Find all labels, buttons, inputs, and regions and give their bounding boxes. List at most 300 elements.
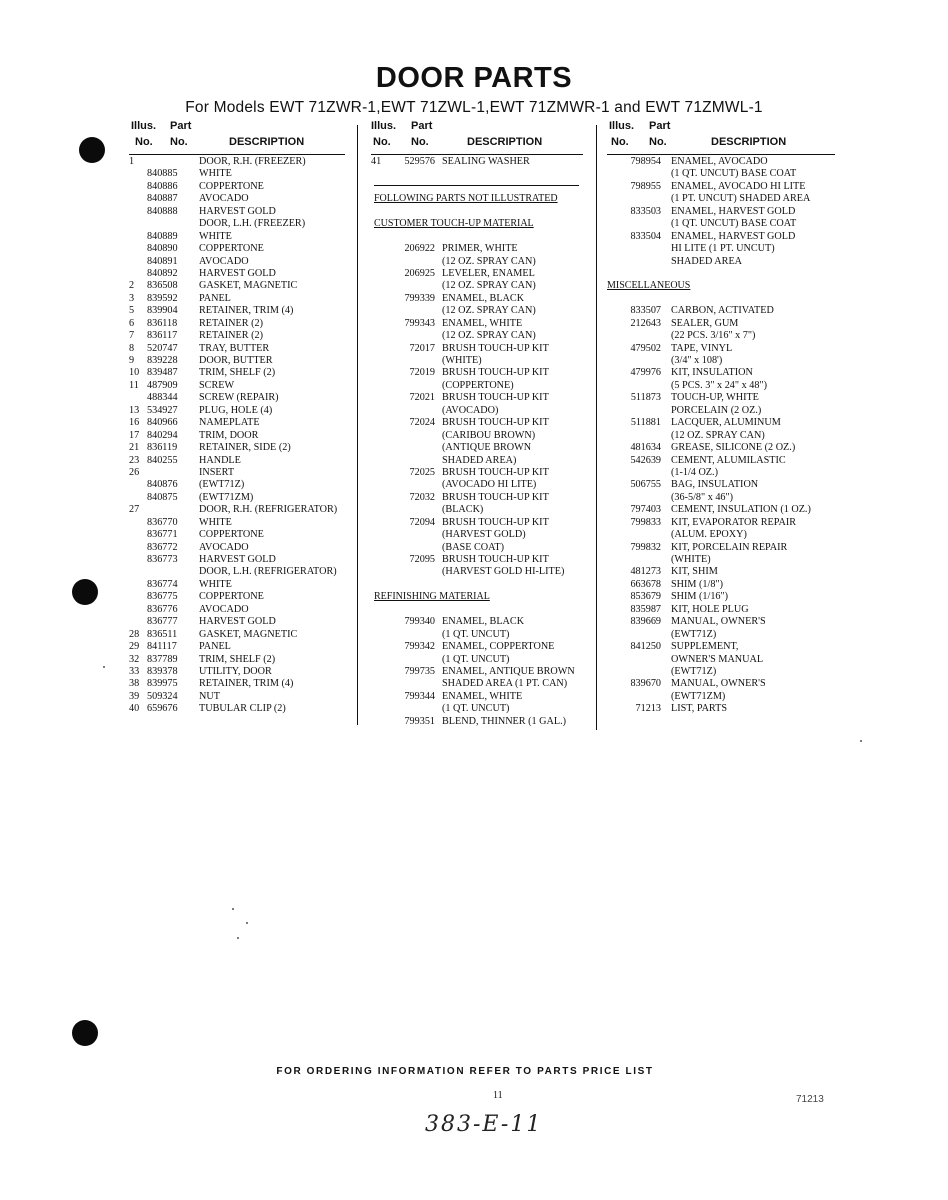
list-item	[607, 654, 842, 666]
list-item	[129, 579, 349, 591]
section-heading: REFINISHING MATERIAL	[374, 591, 490, 603]
part-number: 479976	[630, 367, 661, 379]
part-description: COPPERTONE	[199, 243, 264, 255]
part-description: LEVELER, ENAMEL	[442, 267, 535, 279]
part-number: 836119	[147, 442, 178, 454]
list-item	[129, 330, 349, 342]
part-number: 479502	[630, 342, 661, 354]
part-number: 840885	[147, 168, 178, 180]
part-description: HARVEST GOLD	[199, 554, 276, 565]
list-item	[607, 355, 842, 367]
part-description: LIST, PARTS	[671, 703, 727, 715]
part-number: 839228	[147, 355, 178, 366]
part-description: PORCELAIN (2 OZ.)	[671, 404, 762, 416]
list-item	[607, 629, 842, 641]
list-item	[607, 330, 842, 342]
part-description: COPPERTONE	[199, 180, 264, 192]
list-item	[607, 193, 842, 205]
list-item	[607, 591, 842, 603]
part-description: ENAMEL, HARVEST GOLD	[671, 230, 796, 242]
list-item	[371, 193, 591, 205]
list-item	[129, 703, 349, 715]
illus-number: 23	[129, 454, 140, 466]
part-description: GASKET, MAGNETIC	[199, 628, 298, 640]
list-item	[371, 280, 591, 292]
part-number: 840891	[147, 255, 178, 267]
list-item	[607, 380, 842, 392]
illus-number: 2	[129, 280, 135, 292]
part-number: 799735	[404, 665, 435, 677]
part-description: (EWT71Z)	[199, 479, 245, 491]
list-item	[371, 243, 591, 255]
part-description: DOOR, R.H. (REFRIGERATOR)	[199, 504, 338, 516]
part-description: HANDLE	[199, 454, 241, 466]
header-illus: Illus.	[131, 120, 157, 132]
part-description: GASKET, MAGNETIC	[199, 280, 298, 292]
part-number: 840876	[147, 479, 178, 491]
part-number: 836772	[147, 541, 178, 553]
part-description: DOOR, R.H. (FREEZER)	[199, 156, 306, 167]
part-number: 488344	[147, 392, 178, 404]
part-number: 836776	[147, 603, 178, 615]
part-number: 509324	[147, 690, 178, 702]
part-number: 71213	[635, 703, 661, 715]
part-number: 841250	[630, 641, 661, 653]
part-description: (1 QT. UNCUT)	[442, 628, 510, 640]
list-item	[371, 218, 591, 230]
list-item	[371, 654, 591, 666]
part-number: 72024	[409, 417, 435, 429]
part-number: 840889	[147, 230, 178, 242]
list-item	[129, 529, 349, 541]
list-item	[371, 492, 591, 504]
header-rule	[129, 154, 345, 155]
part-number: 798954	[630, 156, 661, 167]
list-item	[129, 678, 349, 690]
list-item	[129, 156, 349, 168]
part-number: 542639	[630, 454, 661, 466]
list-item	[607, 218, 842, 230]
part-number: 72019	[409, 367, 435, 379]
part-number: 72032	[409, 491, 435, 503]
part-description: (BASE COAT)	[442, 541, 504, 553]
part-description: BRUSH TOUCH-UP KIT	[442, 417, 549, 429]
illus-number: 32	[129, 653, 140, 665]
header-rule	[607, 154, 835, 155]
part-description: KIT, INSULATION	[671, 367, 753, 379]
list-item	[371, 318, 591, 330]
part-number: 840887	[147, 193, 178, 205]
part-description: (AVOCADO)	[442, 404, 499, 416]
part-description: PANEL	[199, 641, 231, 653]
part-description: RETAINER, SIDE (2)	[199, 442, 291, 454]
binder-hole-middle	[72, 579, 98, 605]
list-item	[129, 691, 349, 703]
scan-speck	[237, 937, 239, 939]
illus-number: 11	[129, 379, 139, 391]
list-item	[371, 355, 591, 367]
part-number: 836511	[147, 628, 178, 640]
part-number: 836118	[147, 317, 178, 329]
part-number: 799833	[630, 516, 661, 528]
list-item	[371, 417, 591, 429]
part-description: KIT, SHIM	[671, 566, 718, 578]
part-number: 833504	[630, 230, 661, 242]
part-description: SEALING WASHER	[442, 156, 530, 167]
part-description: NAMEPLATE	[199, 417, 260, 429]
part-number: 797403	[630, 504, 661, 516]
part-number: 481634	[630, 442, 661, 454]
header-no: No.	[170, 136, 188, 148]
list-item	[607, 293, 842, 305]
binder-hole-bottom	[72, 1020, 98, 1046]
part-description: TRIM, SHELF (2)	[199, 367, 276, 379]
illus-number: 9	[129, 355, 135, 366]
part-description: HI LITE (1 PT. UNCUT)	[671, 243, 775, 255]
list-item	[371, 691, 591, 703]
part-description: (ALUM. EPOXY)	[671, 529, 747, 541]
part-description: WHITE	[199, 230, 232, 242]
list-item	[607, 206, 842, 218]
part-description: LACQUER, ALUMINUM	[671, 417, 781, 429]
page-title: DOOR PARTS	[375, 62, 573, 94]
parts-column-2	[371, 120, 591, 728]
handwritten-annotation: 383-E-11	[425, 1112, 543, 1137]
header-part: Part	[411, 120, 433, 132]
list-item	[371, 616, 591, 628]
list-item	[371, 467, 591, 479]
part-description: SCREW	[199, 379, 235, 391]
illus-number: 39	[129, 690, 140, 702]
part-description: AVOCADO	[199, 603, 249, 615]
list-item	[607, 467, 842, 479]
list-item	[607, 504, 842, 516]
part-description: SHADED AREA)	[442, 454, 517, 466]
part-description: WHITE	[199, 168, 232, 180]
list-item	[607, 243, 842, 255]
list-item	[371, 256, 591, 268]
part-description: HARVEST GOLD	[199, 267, 276, 279]
part-number: 836117	[147, 330, 178, 342]
illus-number: 28	[129, 628, 140, 640]
part-description: COPPERTONE	[199, 591, 264, 603]
list-item	[129, 517, 349, 529]
list-item	[129, 641, 349, 653]
part-description: BAG, INSULATION	[671, 479, 759, 491]
header-no: No.	[649, 136, 667, 148]
illus-number: 26	[129, 466, 140, 478]
part-description: (5 PCS. 3" x 24" x 48")	[671, 379, 767, 391]
part-description: BRUSH TOUCH-UP KIT	[442, 367, 549, 379]
scan-speck	[246, 922, 248, 924]
part-number: 839975	[147, 678, 178, 690]
list-item	[129, 268, 349, 280]
list-item	[607, 529, 842, 541]
part-number: 534927	[147, 404, 178, 416]
list-item	[607, 181, 842, 193]
scan-speck	[232, 908, 234, 910]
part-description: BLEND, THINNER (1 GAL.)	[442, 715, 567, 727]
part-description: AVOCADO	[199, 193, 249, 205]
column-header	[129, 120, 349, 156]
binder-hole-top	[79, 137, 105, 163]
part-description: SHADED AREA	[671, 255, 743, 267]
part-description: MANUAL, OWNER'S	[671, 678, 766, 690]
part-description: PRIMER, WHITE	[442, 243, 518, 255]
list-item	[371, 305, 591, 317]
list-item	[607, 455, 842, 467]
part-description: AVOCADO	[199, 255, 249, 267]
list-item	[607, 616, 842, 628]
part-description: SHADED AREA (1 PT. CAN)	[442, 678, 568, 690]
illus-number: 5	[129, 305, 135, 317]
part-description: KIT, HOLE PLUG	[671, 603, 749, 615]
list-item	[129, 181, 349, 193]
list-item	[129, 218, 349, 230]
list-item	[371, 330, 591, 342]
part-number: 835987	[630, 603, 661, 615]
part-description: (ANTIQUE BROWN	[442, 442, 532, 454]
header-description: DESCRIPTION	[229, 136, 305, 148]
list-item	[129, 256, 349, 268]
illus-number: 7	[129, 330, 135, 342]
scan-speck	[860, 740, 862, 742]
list-item	[129, 566, 349, 578]
part-description: HARVEST GOLD	[199, 616, 276, 628]
column-divider	[596, 125, 597, 730]
part-number: 841117	[147, 641, 177, 653]
part-number: 481273	[630, 566, 661, 578]
list-item	[371, 268, 591, 280]
part-number: 799351	[404, 715, 435, 727]
part-number: 836775	[147, 591, 178, 603]
part-number: 836777	[147, 616, 178, 628]
part-description: KIT, EVAPORATOR REPAIR	[671, 516, 797, 528]
list-item	[129, 392, 349, 404]
list-item	[371, 504, 591, 516]
list-item	[129, 554, 349, 566]
part-description: RETAINER, TRIM (4)	[199, 305, 294, 317]
part-number: 72021	[409, 392, 435, 404]
part-description: GREASE, SILICONE (2 OZ.)	[671, 442, 796, 454]
part-description: (BLACK)	[442, 504, 484, 516]
part-description: CEMENT, INSULATION (1 OZ.)	[671, 504, 811, 516]
part-description: ENAMEL, WHITE	[442, 690, 523, 702]
list-item	[607, 566, 842, 578]
parts-column-3	[607, 120, 842, 716]
list-item	[129, 280, 349, 292]
part-number: 72095	[409, 554, 435, 565]
list-item	[371, 529, 591, 541]
part-description: ENAMEL, WHITE	[442, 317, 523, 329]
part-description: SHIM (1/16")	[671, 591, 729, 603]
part-description: ENAMEL, BLACK	[442, 292, 525, 304]
part-description: (12 OZ. SPRAY CAN)	[671, 429, 765, 441]
parts-rows	[129, 156, 349, 716]
header-part: Part	[170, 120, 192, 132]
part-number: 529576	[404, 156, 435, 167]
list-item	[371, 604, 591, 616]
list-item	[607, 678, 842, 690]
part-number: 839904	[147, 305, 178, 317]
list-item	[371, 231, 591, 243]
part-number: 206925	[404, 267, 435, 279]
part-number: 799832	[630, 541, 661, 553]
list-item	[129, 467, 349, 479]
part-description: NUT	[199, 690, 220, 702]
part-number: 840886	[147, 180, 178, 192]
part-description: (AVOCADO HI LITE)	[442, 479, 537, 491]
part-description: WHITE	[199, 516, 232, 528]
part-description: TAPE, VINYL	[671, 342, 733, 354]
list-item	[129, 666, 349, 678]
part-description: BRUSH TOUCH-UP KIT	[442, 466, 549, 478]
part-number: 836770	[147, 516, 178, 528]
list-item	[371, 479, 591, 491]
part-number: 839378	[147, 665, 178, 677]
list-item	[607, 442, 842, 454]
column-header	[371, 120, 591, 156]
part-number: 853679	[630, 591, 661, 603]
section-heading: MISCELLANEOUS	[607, 280, 691, 292]
part-number: 72025	[409, 466, 435, 478]
illus-number: 40	[129, 703, 140, 715]
list-item	[129, 193, 349, 205]
part-description: (36-5/8" x 46")	[671, 491, 734, 503]
illus-number: 33	[129, 665, 140, 677]
document-code: 71213	[796, 1094, 824, 1105]
list-item	[607, 156, 842, 168]
list-item	[607, 268, 842, 280]
scan-speck	[103, 666, 105, 668]
part-description: BRUSH TOUCH-UP KIT	[442, 516, 549, 528]
list-item	[129, 243, 349, 255]
list-item	[607, 579, 842, 591]
list-item	[607, 604, 842, 616]
illus-number: 1	[129, 156, 135, 167]
illus-number: 27	[129, 504, 140, 516]
list-item	[607, 305, 842, 317]
part-description: TRAY, BUTTER	[199, 342, 270, 354]
part-description: (1 PT. UNCUT) SHADED AREA	[671, 193, 811, 205]
part-number: 799339	[404, 292, 435, 304]
list-item	[371, 554, 591, 566]
list-item	[371, 405, 591, 417]
part-description: MANUAL, OWNER'S	[671, 616, 766, 628]
part-description: CEMENT, ALUMILASTIC	[671, 454, 786, 466]
part-description: BRUSH TOUCH-UP KIT	[442, 392, 549, 404]
part-number: 799343	[404, 317, 435, 329]
part-description: (COPPERTONE)	[442, 379, 514, 391]
part-number: 839487	[147, 367, 178, 379]
part-description: (1 QT. UNCUT) BASE COAT	[671, 168, 797, 180]
part-number: 839592	[147, 292, 178, 304]
list-item	[129, 293, 349, 305]
list-item	[607, 168, 842, 180]
part-description: TUBULAR CLIP (2)	[199, 703, 286, 715]
part-description: (HARVEST GOLD HI-LITE)	[442, 566, 565, 578]
part-number: 212643	[630, 317, 661, 329]
page-number: 11	[493, 1090, 503, 1101]
part-description: (12 OZ. SPRAY CAN)	[442, 305, 536, 317]
list-item	[129, 591, 349, 603]
part-number: 833507	[630, 305, 661, 317]
list-item	[607, 641, 842, 653]
part-number: 511873	[630, 392, 661, 404]
part-description: UTILITY, DOOR	[199, 665, 272, 677]
illus-number: 10	[129, 367, 140, 379]
part-description: INSERT	[199, 466, 235, 478]
list-item	[371, 156, 591, 168]
part-number: 799342	[404, 641, 435, 653]
part-description: RETAINER, TRIM (4)	[199, 678, 294, 690]
part-description: COPPERTONE	[199, 529, 264, 541]
list-item	[129, 305, 349, 317]
list-item	[607, 492, 842, 504]
part-number: 840890	[147, 243, 178, 255]
part-description: OWNER'S MANUAL	[671, 653, 764, 665]
part-number: 840892	[147, 267, 178, 279]
list-item	[371, 442, 591, 454]
part-description: ENAMEL, AVOCADO HI LITE	[671, 180, 806, 192]
part-number: 837789	[147, 653, 178, 665]
list-item	[129, 654, 349, 666]
list-item	[607, 405, 842, 417]
list-item	[129, 504, 349, 516]
part-description: TRIM, SHELF (2)	[199, 653, 276, 665]
list-item	[371, 641, 591, 653]
header-part: Part	[649, 120, 671, 132]
part-number: 836773	[147, 554, 178, 565]
list-item	[607, 318, 842, 330]
parts-rows	[607, 156, 842, 716]
part-description: BRUSH TOUCH-UP KIT	[442, 491, 549, 503]
list-item	[371, 517, 591, 529]
part-number: 506755	[630, 479, 661, 491]
list-item	[607, 417, 842, 429]
illus-number: 17	[129, 429, 140, 441]
ordering-info-footer: FOR ORDERING INFORMATION REFER TO PARTS PRICE LIST	[276, 1066, 654, 1077]
part-number: 72094	[409, 516, 435, 528]
list-item	[607, 231, 842, 243]
list-item	[129, 367, 349, 379]
part-description: (12 OZ. SPRAY CAN)	[442, 280, 536, 292]
list-item	[129, 430, 349, 442]
list-item	[129, 417, 349, 429]
list-item	[371, 293, 591, 305]
part-description: SHIM (1/8")	[671, 578, 723, 590]
part-description: WHITE	[199, 578, 232, 590]
list-item	[607, 666, 842, 678]
part-number: 836771	[147, 529, 178, 541]
part-description: HARVEST GOLD	[199, 205, 276, 217]
part-description: RETAINER (2)	[199, 317, 263, 329]
header-no: No.	[411, 136, 429, 148]
header-illus: Illus.	[371, 120, 397, 132]
part-number: 511881	[630, 417, 661, 429]
list-item	[371, 206, 591, 218]
part-description: (EWT71Z)	[671, 628, 717, 640]
list-item	[129, 479, 349, 491]
parts-column-1	[129, 120, 349, 716]
list-item	[129, 405, 349, 417]
part-number: 520747	[147, 342, 178, 354]
part-description: BRUSH TOUCH-UP KIT	[442, 554, 549, 565]
list-item	[607, 703, 842, 715]
illus-number: 29	[129, 641, 140, 653]
part-number: 836508	[147, 280, 178, 292]
part-description: (EWT71Z)	[671, 665, 717, 677]
